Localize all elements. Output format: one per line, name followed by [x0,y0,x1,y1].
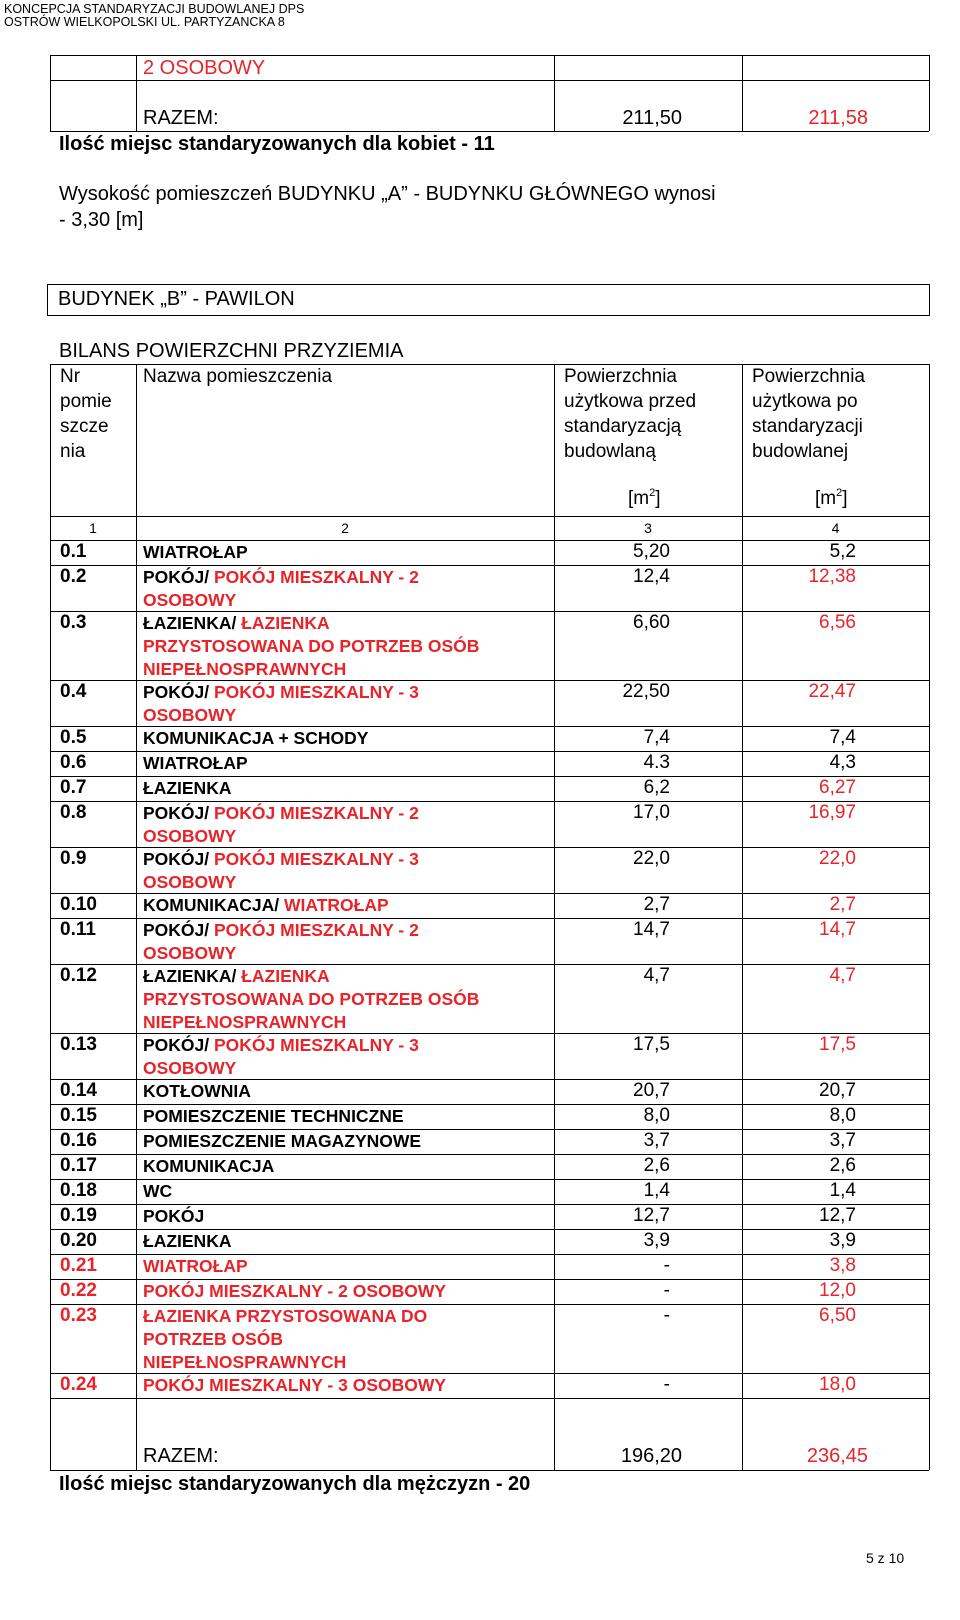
area-before: 17,0 [633,802,670,823]
places-note-women: Ilość miejsc standaryzowanych dla kobiet - 11 [59,133,495,155]
room-name-new: POKÓJ MIESZKALNY - 2 [214,920,419,940]
header-nr-line: szcze [60,416,109,437]
area-after: 7,4 [829,727,856,748]
area-after: 4,7 [829,965,856,986]
room-name-base: ŁAZIENKA [143,778,232,798]
area-before: 4,7 [643,965,670,986]
header-area-after-line: użytkowa po [752,391,858,412]
unit-close: ] [842,488,848,509]
room-name [143,612,479,681]
header-area-before-line: standaryzacją [564,416,682,437]
room-name [143,1374,446,1397]
header-room-name: Nazwa pomieszczenia [143,366,333,387]
header-area-before-line: użytkowa przed [564,391,697,412]
table-column-rule [50,364,51,1470]
area-before: 2,6 [643,1155,670,1176]
header-area-before-line: budowlaną [564,441,656,462]
total-label: RAZEM: [143,107,219,129]
room-name [143,681,419,727]
room-name-base: ŁAZIENKA/ [143,613,242,633]
area-before: 17,5 [633,1034,670,1055]
area-before: 12,7 [633,1205,670,1226]
area-after: 2,7 [829,894,856,915]
room-name-base: WC [143,1181,173,1201]
room-name-continuation: NIEPEŁNOSPRAWNYCH [143,1352,347,1372]
room-name-new: ŁAZIENKA [241,613,330,633]
table-rule [50,516,929,517]
area-before: 6,2 [643,777,670,798]
room-name-new: POKÓJ MIESZKALNY - 2 [214,567,419,587]
document-header-line1: KONCEPCJA STANDARYZACJI BUDOWLANEJ DPS [4,2,305,16]
table-column-rule [136,364,137,1470]
room-number: 0.7 [60,777,87,798]
area-before: 6,60 [633,612,670,633]
room-name-new: WIATROŁAP [283,895,389,915]
room-number: 0.19 [60,1205,97,1226]
room-name-continuation: NIEPEŁNOSPRAWNYCH [143,1012,347,1032]
area-before: 2,7 [643,894,670,915]
area-before: - [663,1305,670,1326]
room-name [143,919,419,965]
area-after: 14,7 [819,919,856,940]
room-number: 0.8 [60,802,87,823]
area-after: 3,8 [829,1255,856,1276]
header-unit-before [628,488,661,510]
room-name-base: POKÓJ/ [143,849,214,869]
table-rule [50,1470,929,1471]
room-name-new: ŁAZIENKA [241,966,330,986]
header-nr-line: pomie [60,391,112,412]
document-header-line2: OSTRÓW WIELKOPOLSKI UL. PARTYZANCKA 8 [4,15,285,29]
area-after: 17,5 [819,1034,856,1055]
room-name [143,777,231,800]
balance-title: BILANS POWIERZCHNI PRZYZIEMIA [59,340,404,362]
room-name [143,802,419,848]
room-name [143,965,479,1034]
table-column-rule [929,364,930,1470]
room-name [143,1105,404,1128]
room-name-continuation: PRZYSTOSOWANA DO POTRZEB OSÓB [143,636,480,656]
room-number: 0.10 [60,894,97,915]
unit-exponent: 2 [836,487,843,499]
table-column-rule [742,364,743,1470]
room-name-new: ŁAZIENKA PRZYSTOSOWANA DO [143,1306,428,1326]
room-number: 0.11 [60,919,96,940]
room-name-base: POMIESZCZENIE TECHNICZNE [143,1106,404,1126]
table-total-label: RAZEM: [143,1445,219,1467]
room-name-base: POMIESZCZENIE MAGAZYNOWE [143,1131,422,1151]
room-name [143,566,419,612]
header-nr-line: Nr [60,366,81,387]
room-name [143,752,248,775]
room-number: 0.2 [60,566,87,587]
building-title: BUDYNEK „B” - PAWILON [58,288,295,310]
room-name [143,1205,204,1228]
column-number: 2 [341,520,349,536]
room-number: 0.12 [60,965,97,986]
unit-text: [m [815,488,837,509]
area-before: 22,50 [622,681,670,702]
room-number: 0.23 [60,1305,97,1326]
table-rule [50,1398,929,1399]
room-name [143,541,248,564]
header-area-after-line: budowlanej [752,441,849,462]
area-before: 1,4 [643,1180,670,1201]
column-number: 3 [644,520,652,536]
area-after: 22,0 [819,848,856,869]
area-after: 12,0 [819,1280,856,1301]
area-after: 22,47 [808,681,856,702]
room-number: 0.3 [60,612,87,633]
header-area-after-line: standaryzacji [752,416,863,437]
room-number: 0.16 [60,1130,97,1151]
header-nr-line: nia [60,441,86,462]
room-name-continuation: OSOBOWY [143,826,237,846]
room-name-continuation: 2 OSOBOWY [143,57,266,79]
unit-text: [m [628,488,650,509]
area-after: 6,56 [819,612,856,633]
room-name [143,1130,421,1153]
room-name-continuation: OSOBOWY [143,705,237,725]
room-number: 0.22 [60,1280,97,1301]
room-name [143,1230,231,1253]
room-name [143,1280,446,1303]
unit-close: ] [655,488,661,509]
room-name-base: POKÓJ/ [143,803,214,823]
height-note: Wysokość pomieszczeń BUDYNKU „A” - BUDYNKU GŁÓWNEGO wynosi [59,183,716,205]
room-name-base: ŁAZIENKA [143,1231,232,1251]
area-after: 3,9 [829,1230,856,1251]
room-name [143,848,419,894]
room-name-continuation: PRZYSTOSOWANA DO POTRZEB OSÓB [143,989,480,1009]
area-before: 8,0 [643,1105,670,1126]
area-after: 16,97 [808,802,856,823]
room-number: 0.9 [60,848,87,869]
header-area-before-line: Powierzchnia [564,366,677,387]
room-number: 0.13 [60,1034,97,1055]
room-name-base: POKÓJ/ [143,1035,214,1055]
room-name-new: POKÓJ MIESZKALNY - 2 [214,803,419,823]
area-after: 3,7 [829,1130,856,1151]
room-name-new: POKÓJ MIESZKALNY - 3 [214,849,419,869]
room-name-continuation: NIEPEŁNOSPRAWNYCH [143,659,347,679]
room-name-base: WIATROŁAP [143,542,248,562]
room-name-base: ŁAZIENKA/ [143,966,242,986]
area-after: 12,38 [808,566,856,587]
area-after: 5,2 [829,541,856,562]
room-name [143,1180,172,1203]
area-after: 2,6 [829,1155,856,1176]
room-name-base: POKÓJ/ [143,567,214,587]
room-number: 0.17 [60,1155,97,1176]
room-name [143,1305,427,1374]
area-before: 3,9 [643,1230,670,1251]
header-area-after-line: Powierzchnia [752,366,865,387]
room-name-new: POKÓJ MIESZKALNY - 2 OSOBOWY [143,1281,447,1301]
room-name [143,1255,248,1278]
table-total-after: 236,45 [806,1445,868,1467]
total-after: 211,58 [808,107,868,129]
room-number: 0.20 [60,1230,97,1251]
room-name-continuation: OSOBOWY [143,590,237,610]
room-number: 0.21 [60,1255,97,1276]
room-name-continuation: OSOBOWY [143,1058,237,1078]
unit-exponent: 2 [649,487,656,499]
column-number: 4 [831,520,840,536]
area-before: 5,20 [633,541,670,562]
area-after: 1,4 [829,1180,856,1201]
room-name-base: WIATROŁAP [143,753,248,773]
area-before: 12,4 [633,566,670,587]
room-name-base: POKÓJ/ [143,682,214,702]
room-name-new: POKÓJ MIESZKALNY - 3 OSOBOWY [143,1375,447,1395]
room-name-base: KOMUNIKACJA [143,1156,275,1176]
area-before: 14,7 [633,919,670,940]
room-number: 0.5 [60,727,87,748]
area-before: - [663,1374,670,1395]
area-after: 18,0 [819,1374,856,1395]
room-name-base: KOMUNIKACJA/ [143,895,284,915]
room-number: 0.6 [60,752,87,773]
height-note-line2: - 3,30 [m] [59,209,144,231]
room-number: 0.18 [60,1180,97,1201]
table-column-rule [554,364,555,1470]
room-name [143,1034,419,1080]
area-after: 8,0 [829,1105,856,1126]
room-number: 0.14 [60,1080,97,1101]
room-name [143,727,368,750]
room-name-continuation: POTRZEB OSÓB [143,1329,284,1349]
area-after: 20,7 [819,1080,856,1101]
room-number: 0.15 [60,1105,97,1126]
room-name-continuation: OSOBOWY [143,943,237,963]
room-name-new: POKÓJ MIESZKALNY - 3 [214,682,419,702]
area-before: 22,0 [633,848,670,869]
table-rule [50,364,929,365]
column-number: 1 [89,520,97,536]
room-number: 0.1 [60,541,87,562]
area-before: - [663,1280,670,1301]
room-number: 0.4 [60,681,87,702]
area-before: 3,7 [643,1130,670,1151]
room-number: 0.24 [60,1374,97,1395]
area-before: - [663,1255,670,1276]
room-name-new: WIATROŁAP [143,1256,248,1276]
building-title-box [47,284,930,316]
area-after: 6,50 [819,1305,856,1326]
places-note-men: Ilość miejsc standaryzowanych dla mężczyzn - 20 [59,1473,531,1495]
page-number: 5 z 10 [866,1550,905,1566]
area-before: 4.3 [643,752,670,773]
area-before: 7,4 [643,727,670,748]
room-name-new: POKÓJ MIESZKALNY - 3 [214,1035,419,1055]
total-before: 211,50 [622,107,682,129]
area-after: 6,27 [819,777,856,798]
area-before: 20,7 [633,1080,670,1101]
room-name [143,1080,251,1103]
room-name-base: KOTŁOWNIA [143,1081,251,1101]
header-unit-after [815,488,848,510]
room-name-base: POKÓJ [143,1206,205,1226]
room-name-base: POKÓJ/ [143,920,214,940]
room-name [143,894,389,917]
room-name-base: KOMUNIKACJA + SCHODY [143,728,369,748]
room-name [143,1155,274,1178]
room-name-continuation: OSOBOWY [143,872,237,892]
table-total-before: 196,20 [620,1445,682,1467]
area-after: 4,3 [829,752,856,773]
area-after: 12,7 [819,1205,856,1226]
